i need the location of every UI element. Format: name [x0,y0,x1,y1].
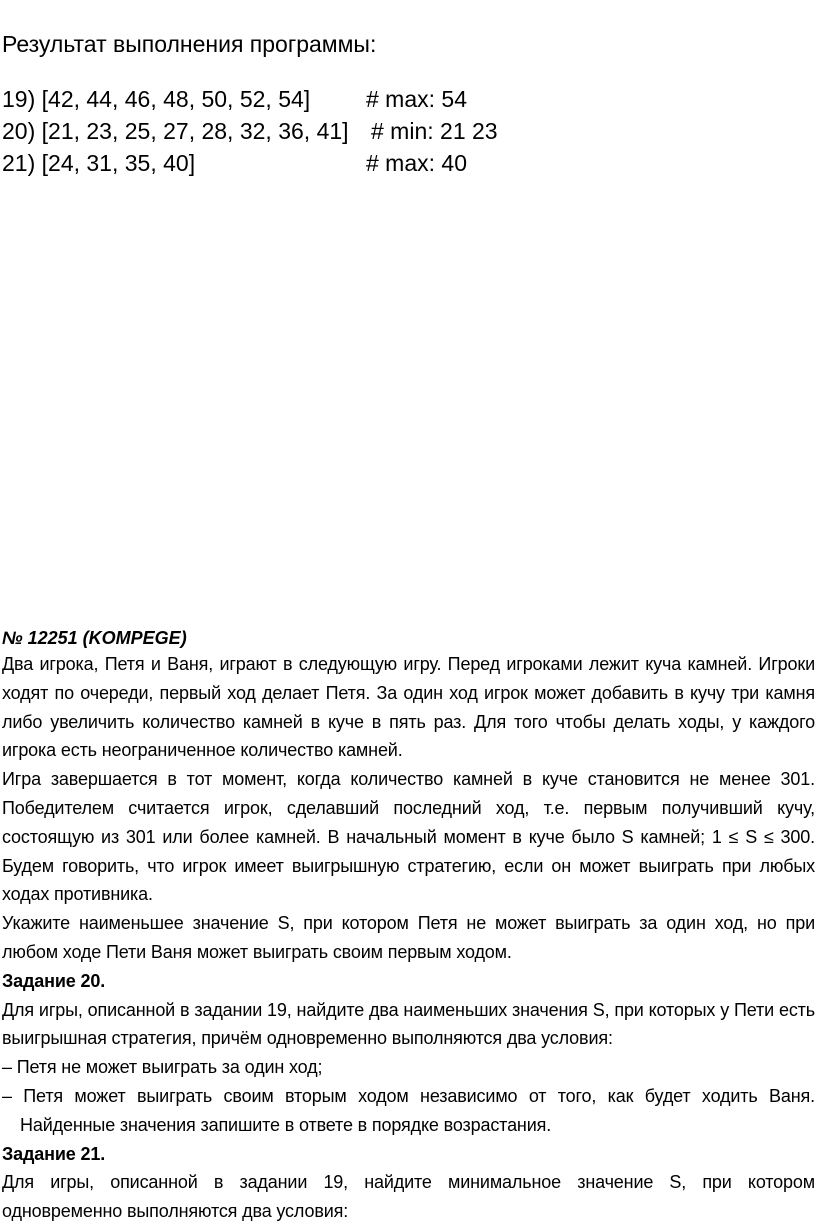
result-title: Результат выполнения программы: [2,31,377,57]
result-comment: # min: 21 23 [371,118,498,144]
result-code: 21) [24, 31, 35, 40] [2,150,196,176]
task-paragraph: Два игрока, Петя и Ваня, играют в следующую игру. Перед игроками лежит куча камней. Игроки ходят по очереди, первый ход делает Петя. За один ход игрок может добавить в кучу три камня либо увеличить количество камней в куче в пять раз. Для того чтобы делать ходы, у каждого игрока есть неограниченное количество камней. [2,654,815,761]
task21-intro: Для игры, описанной в задании 19, найдите минимальное значение S, при котором одновременно выполняются два условия: [2,1172,815,1222]
result-comment: # max: 54 [366,86,467,112]
task20-condition: – Петя не может выиграть за один ход; [2,1057,323,1078]
task21-heading: Задание 21. [2,1143,106,1164]
result-code: 19) [42, 44, 46, 48, 50, 52, 54] [2,86,311,112]
task20-intro: Для игры, описанной в задании 19, найдите два наименьших значения S, при которых у Пети есть выигрышная стратегия, причём одновременно выполняются два условия: [2,999,815,1049]
task20-heading: Задание 20. [2,970,106,991]
task-paragraph: Игра завершается в тот момент, когда количество камней в куче становится не менее 301. Победителем считается игрок, сделавший последний ход, т.е. первым получивший кучу, состоящую из 301 или более камней. В начальный момент в куче было S камней; 1 ≤ S ≤ 300. Будем говорить, что игрок имеет выигрышную стратегию, если он может выиграть при любых ходах противника. [2,769,815,905]
task-header: № 12251 (KOMPEGE) [2,628,187,648]
result-code: 20) [21, 23, 25, 27, 28, 32, 36, 41] [2,118,349,144]
task-text [2,650,815,1226]
result-comment: # max: 40 [366,150,467,176]
task-paragraph: Укажите наименьшее значение S, при котором Петя не может выиграть за один ход, но при любом ходе Пети Ваня может выиграть своим первым ходом. [2,913,815,962]
task20-condition: – Петя может выиграть своим вторым ходом независимо от того, как будет ходить Ваня. Найденные значения запишите в ответе в порядке возрастания. [2,1085,815,1135]
